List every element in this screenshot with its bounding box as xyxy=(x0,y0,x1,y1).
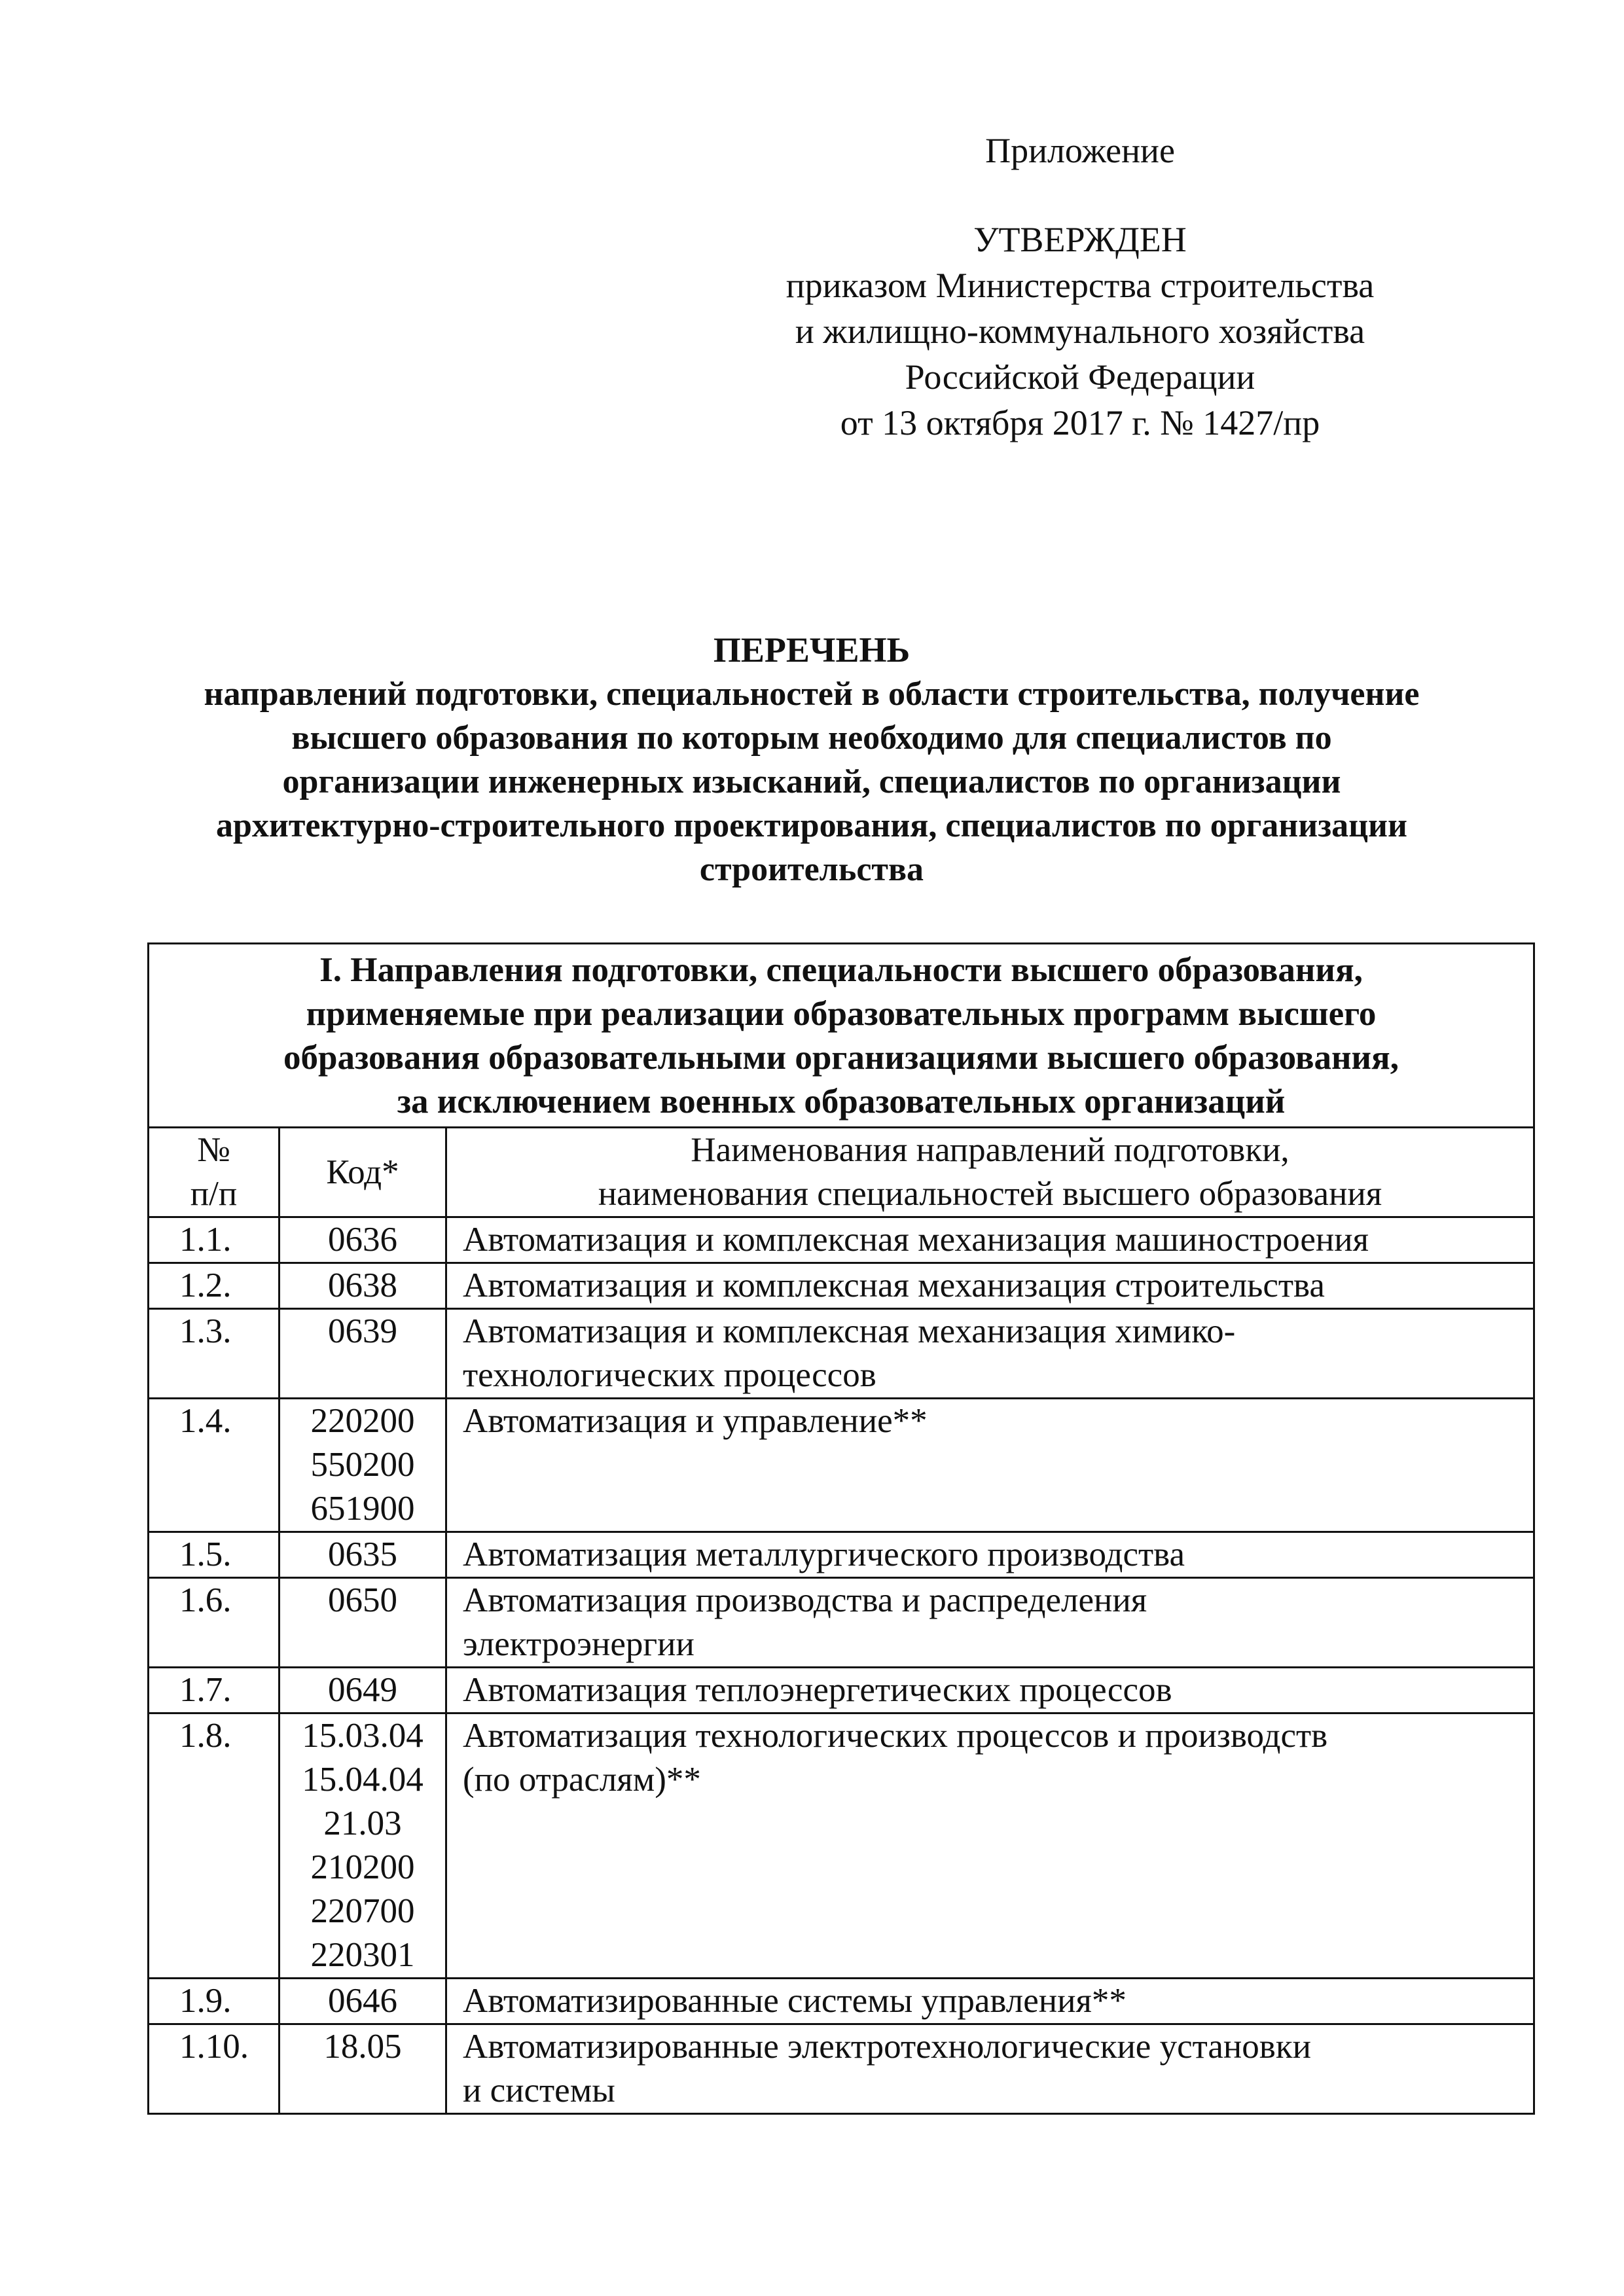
row-name-line: Автоматизация теплоэнергетических процессов xyxy=(463,1671,1172,1709)
approval-line: приказом Министерства строительства xyxy=(785,266,1375,305)
row-name-line: Автоматизация и комплексная механизация машиностроения xyxy=(463,1221,1369,1259)
section-title-line: I. Направления подготовки, специальности высшего образования, xyxy=(319,951,1363,989)
section-header-row xyxy=(149,944,1534,1128)
table-row xyxy=(149,1217,1534,1263)
row-name-line: Автоматизация и комплексная механизация химико- xyxy=(463,1312,1236,1350)
row-number: 1.7. xyxy=(149,1668,280,1713)
header-number-line: п/п xyxy=(190,1175,238,1213)
section-title-line: за исключением военных образовательных организаций xyxy=(397,1083,1286,1121)
row-codes xyxy=(280,1979,446,2024)
table-row xyxy=(149,1578,1534,1668)
document-title-block xyxy=(131,628,1492,891)
table-row xyxy=(149,1263,1534,1309)
table-row xyxy=(149,1668,1534,1713)
table-row xyxy=(149,1532,1534,1578)
table-row xyxy=(149,1713,1534,1979)
row-name xyxy=(446,2024,1534,2114)
row-number: 1.1. xyxy=(149,1217,280,1263)
row-codes xyxy=(280,1263,446,1309)
row-codes xyxy=(280,1668,446,1713)
section-title-line: образования образовательными организациями высшего образования, xyxy=(283,1039,1399,1077)
row-codes xyxy=(280,1532,446,1578)
row-number: 1.6. xyxy=(149,1578,280,1668)
approval-block xyxy=(733,128,1427,446)
row-number: 1.4. xyxy=(149,1399,280,1532)
header-name-line: Наименования направлений подготовки, xyxy=(691,1131,1290,1169)
row-name-line: Автоматизация и управление** xyxy=(463,1402,928,1440)
row-code: 0646 xyxy=(328,1982,397,2020)
row-codes xyxy=(280,1217,446,1263)
document-subtitle-line: организации инженерных изысканий, специалистов по организации xyxy=(282,763,1341,800)
row-name xyxy=(446,1713,1534,1979)
row-code: 0635 xyxy=(328,1535,397,1573)
row-name xyxy=(446,1309,1534,1399)
section-title xyxy=(149,944,1534,1128)
row-number: 1.5. xyxy=(149,1532,280,1578)
header-name xyxy=(446,1128,1534,1217)
row-name xyxy=(446,1668,1534,1713)
directions-table xyxy=(147,942,1535,2115)
row-name-line: электроэнергии xyxy=(463,1625,695,1663)
row-codes xyxy=(280,2024,446,2114)
row-name xyxy=(446,1263,1534,1309)
row-name xyxy=(446,1217,1534,1263)
row-codes xyxy=(280,1399,446,1532)
row-code: 220700 xyxy=(310,1892,415,1930)
row-name-line: технологических процессов xyxy=(463,1356,876,1394)
row-name-line: Автоматизация технологических процессов и производств xyxy=(463,1717,1328,1755)
row-code: 18.05 xyxy=(323,2028,402,2066)
row-code: 15.03.04 xyxy=(302,1717,424,1755)
row-name xyxy=(446,1578,1534,1668)
table-row xyxy=(149,1309,1534,1399)
row-codes xyxy=(280,1309,446,1399)
document-subtitle-line: высшего образования по которым необходимо для специалистов по xyxy=(291,719,1332,757)
row-name-line: и системы xyxy=(463,2072,615,2109)
row-codes xyxy=(280,1578,446,1668)
row-code: 0638 xyxy=(328,1266,397,1304)
header-number xyxy=(149,1128,280,1217)
row-name xyxy=(446,1399,1534,1532)
approval-line: и жилищно-коммунального хозяйства xyxy=(795,312,1365,351)
appendix-label: Приложение xyxy=(985,131,1175,170)
row-number: 1.2. xyxy=(149,1263,280,1309)
row-code: 651900 xyxy=(310,1490,415,1528)
row-name-line: Автоматизированные системы управления** xyxy=(463,1982,1127,2020)
table-row xyxy=(149,2024,1534,2114)
document-title: ПЕРЕЧЕНЬ xyxy=(713,630,911,670)
row-code: 220200 xyxy=(310,1402,415,1440)
section-title-line: применяемые при реализации образовательных программ высшего xyxy=(306,995,1377,1033)
document-subtitle-line: строительства xyxy=(699,851,924,888)
row-name-line: Автоматизация производства и распределения xyxy=(463,1581,1147,1619)
document-subtitle-line: направлений подготовки, специальностей в области строительства, получение xyxy=(204,675,1420,713)
row-code: 0650 xyxy=(328,1581,397,1619)
row-code: 220301 xyxy=(310,1936,415,1974)
table-body xyxy=(149,1217,1534,2114)
table-row xyxy=(149,1399,1534,1532)
row-name xyxy=(446,1979,1534,2024)
row-code: 0636 xyxy=(328,1221,397,1259)
row-code: 21.03 xyxy=(323,1804,402,1842)
row-code: 550200 xyxy=(310,1446,415,1484)
row-name-line: Автоматизация металлургического производства xyxy=(463,1535,1185,1573)
header-code: Код* xyxy=(280,1128,446,1217)
row-codes xyxy=(280,1713,446,1979)
row-name-line: Автоматизация и комплексная механизация строительства xyxy=(463,1266,1325,1304)
approval-line: Российской Федерации xyxy=(905,357,1255,397)
row-code: 210200 xyxy=(310,1848,415,1886)
row-name-line: Автоматизированные электротехнологические установки xyxy=(463,2028,1311,2066)
approval-order-line: от 13 октября 2017 г. № 1427/пр xyxy=(840,403,1320,442)
row-number: 1.9. xyxy=(149,1979,280,2024)
row-name xyxy=(446,1532,1534,1578)
row-code: 0639 xyxy=(328,1312,397,1350)
approved-label: УТВЕРЖДЕН xyxy=(973,220,1187,259)
row-code: 0649 xyxy=(328,1671,397,1709)
row-name-line: (по отраслям)** xyxy=(463,1761,701,1799)
header-number-line: № xyxy=(197,1131,230,1169)
header-name-line: наименования специальностей высшего образования xyxy=(598,1175,1382,1213)
row-code: 15.04.04 xyxy=(302,1761,424,1799)
row-number: 1.8. xyxy=(149,1713,280,1979)
table-row xyxy=(149,1979,1534,2024)
row-number: 1.3. xyxy=(149,1309,280,1399)
row-number: 1.10. xyxy=(149,2024,280,2114)
column-header-row xyxy=(149,1128,1534,1217)
document-subtitle-line: архитектурно-строительного проектирования, специалистов по организации xyxy=(216,807,1407,844)
